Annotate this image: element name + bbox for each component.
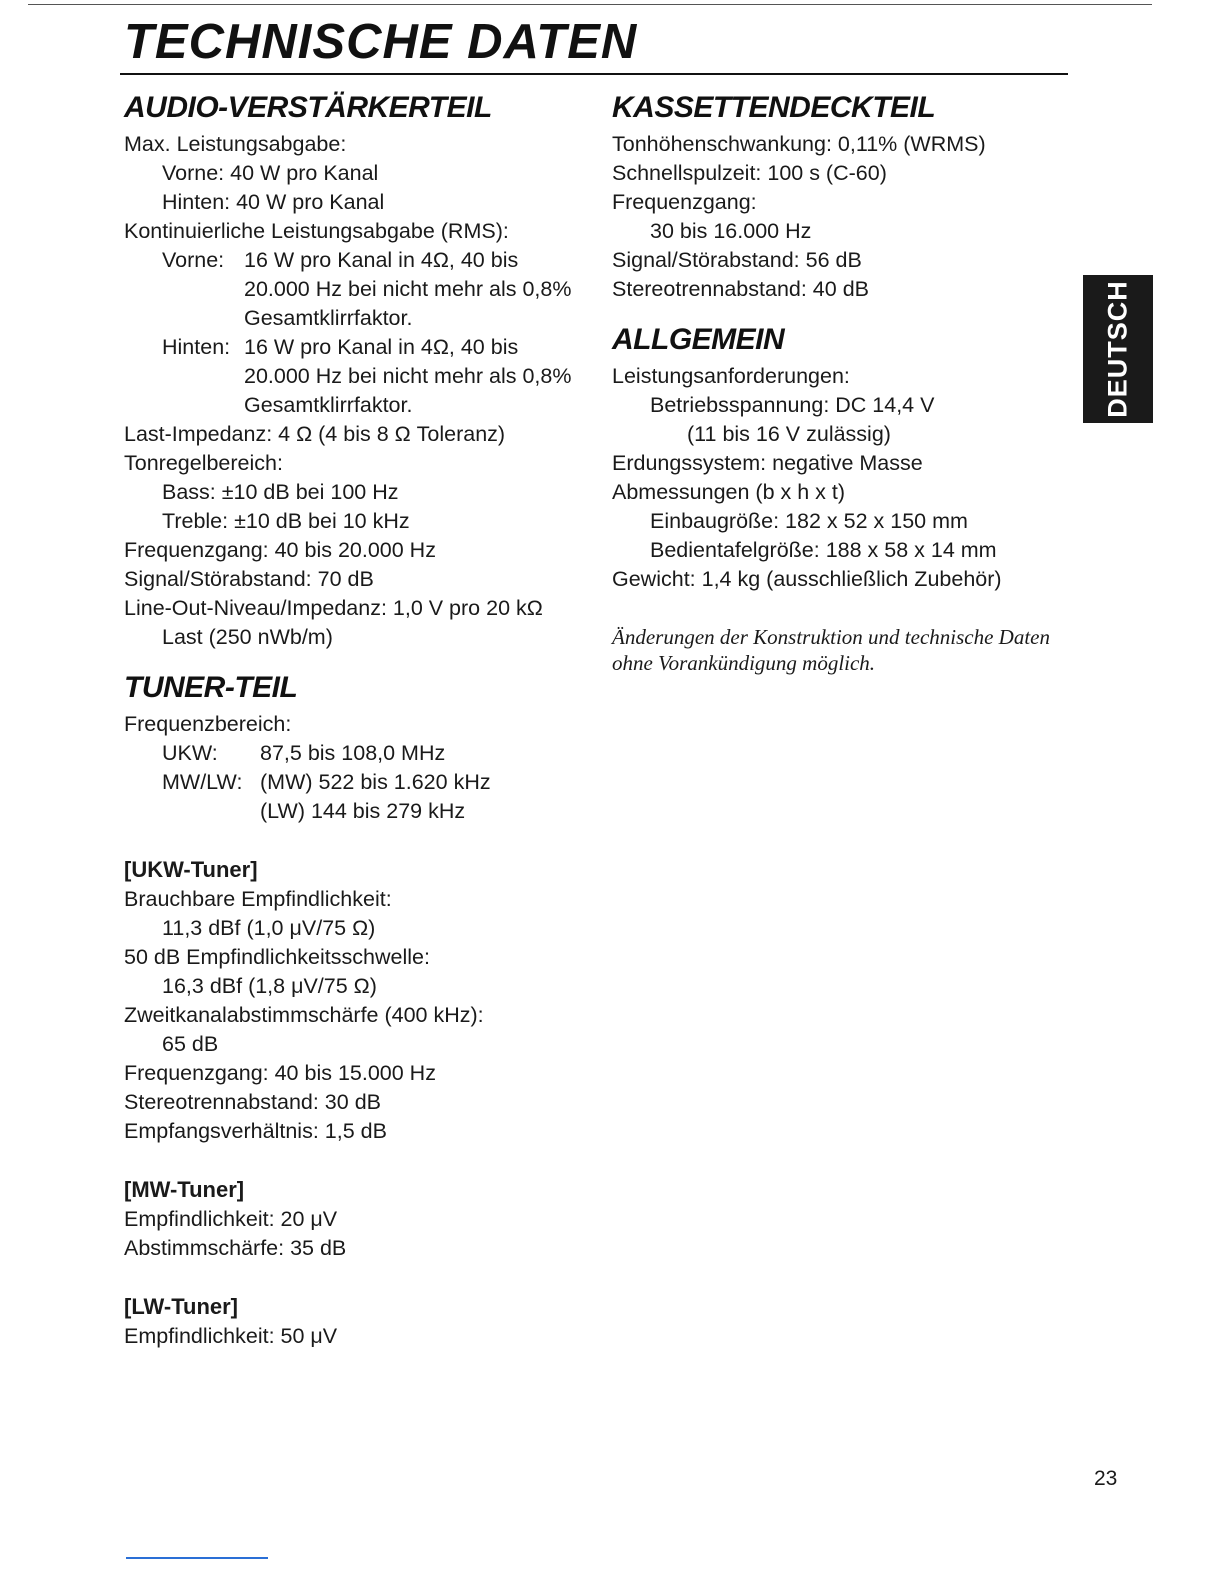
cassette-line: 30 bis 16.000 Hz: [650, 219, 812, 243]
page-number: 23: [1094, 1467, 1118, 1490]
ukw-key: UKW:: [162, 741, 218, 765]
continuous-rear-line1: 16 W pro Kanal in 4Ω, 40 bis: [244, 335, 519, 359]
cassette-heading: KASSETTENDECKTEIL: [612, 91, 936, 124]
line-out-level: Line-Out-Niveau/Impedanz: 1,0 V pro 20 kΩ: [124, 596, 543, 620]
mw-line: Abstimmschärfe: 35 dB: [124, 1236, 347, 1260]
max-output-rear: Hinten: 40 W pro Kanal: [162, 190, 385, 214]
language-tab: [1083, 275, 1153, 423]
mw-tuner-title: [MW-Tuner]: [124, 1177, 245, 1202]
ukw-line: Zweitkanalabstimmschärfe (400 kHz):: [124, 1003, 484, 1027]
general-line: Leistungsanforderungen:: [612, 364, 850, 388]
mwlw-range-row: [124, 768, 594, 797]
general-line: Betriebsspannung: DC 14,4 V: [650, 393, 935, 417]
mw-line: Empfindlichkeit: 20 μV: [124, 1207, 338, 1231]
tuner-heading: TUNER-TEIL: [124, 671, 298, 704]
continuous-output-label: Kontinuierliche Leistungsabgabe (RMS):: [124, 219, 509, 243]
ukw-line: 65 dB: [162, 1032, 219, 1056]
cassette-line: Signal/Störabstand: 56 dB: [612, 248, 862, 272]
general-section: [612, 318, 1082, 676]
lw-line: Empfindlichkeit: 50 μV: [124, 1324, 338, 1348]
lw-value: (LW) 144 bis 279 kHz: [260, 799, 466, 823]
ukw-line: Stereotrennabstand: 30 dB: [124, 1090, 381, 1114]
left-column: [124, 86, 594, 1351]
ukw-line: Frequenzgang: 40 bis 15.000 Hz: [124, 1061, 436, 1085]
continuous-rear-row: [124, 333, 594, 362]
continuous-rear-key: Hinten:: [162, 335, 231, 359]
ukw-line: Empfangsverhältnis: 1,5 dB: [124, 1119, 387, 1143]
ukw-line: 11,3 dBf (1,0 μV/75 Ω): [162, 916, 376, 940]
continuous-rear-line3: Gesamtklirrfaktor.: [244, 393, 413, 417]
ukw-range-row: [124, 739, 594, 768]
bass-range: Bass: ±10 dB bei 100 Hz: [162, 480, 399, 504]
cassette-line: Schnellspulzeit: 100 s (C-60): [612, 161, 887, 185]
audio-snr: Signal/Störabstand: 70 dB: [124, 567, 374, 591]
continuous-rear-line2: 20.000 Hz bei nicht mehr als 0,8%: [244, 364, 572, 388]
general-line: Bedientafelgröße: 188 x 58 x 14 mm: [650, 538, 997, 562]
continuous-front-line1: 16 W pro Kanal in 4Ω, 40 bis: [244, 248, 519, 272]
continuous-front-key: Vorne:: [162, 248, 225, 272]
top-border-line: [28, 4, 1152, 5]
mw-value: (MW) 522 bis 1.620 kHz: [260, 770, 491, 794]
max-output-front: Vorne: 40 W pro Kanal: [162, 161, 379, 185]
page-title: TECHNISCHE DATEN: [124, 15, 638, 69]
audio-section: [124, 86, 594, 652]
lw-tuner-title: [LW-Tuner]: [124, 1294, 239, 1319]
cassette-line: Frequenzgang:: [612, 190, 757, 214]
continuous-front-row: [124, 246, 594, 275]
continuous-front-line3: Gesamtklirrfaktor.: [244, 306, 413, 330]
tone-range-label: Tonregelbereich:: [124, 451, 283, 475]
continuous-front-line2: 20.000 Hz bei nicht mehr als 0,8%: [244, 277, 572, 301]
mwlw-key: MW/LW:: [162, 770, 243, 794]
frequency-range-label: Frequenzbereich:: [124, 712, 292, 736]
ukw-line: 50 dB Empfindlichkeitsschwelle:: [124, 945, 430, 969]
bottom-accent-line: [126, 1557, 268, 1559]
ukw-value: 87,5 bis 108,0 MHz: [260, 741, 446, 765]
tuner-section: [124, 666, 594, 1351]
general-line: Einbaugröße: 182 x 52 x 150 mm: [650, 509, 968, 533]
general-line: Gewicht: 1,4 kg (ausschließlich Zubehör): [612, 567, 1002, 591]
title-underline: [120, 73, 1068, 75]
cassette-line: Tonhöhenschwankung: 0,11% (WRMS): [612, 132, 986, 156]
ukw-line: Brauchbare Empfindlichkeit:: [124, 887, 392, 911]
language-tab-label: DEUTSCH: [1102, 280, 1133, 418]
max-output-label: Max. Leistungsabgabe:: [124, 132, 347, 156]
general-line: Abmessungen (b x h x t): [612, 480, 846, 504]
general-line: (11 bis 16 V zulässig): [687, 422, 891, 446]
right-column: [612, 86, 1082, 676]
ukw-tuner-title: [UKW-Tuner]: [124, 857, 258, 882]
general-heading: ALLGEMEIN: [612, 323, 785, 356]
audio-frequency-response: Frequenzgang: 40 bis 20.000 Hz: [124, 538, 436, 562]
cassette-line: Stereotrennabstand: 40 dB: [612, 277, 869, 301]
change-notice: Änderungen der Konstruktion und technische Daten ohne Vorankündigung möglich.: [612, 625, 1051, 675]
treble-range: Treble: ±10 dB bei 10 kHz: [162, 509, 410, 533]
line-out-load: Last (250 nWb/m): [162, 625, 333, 649]
ukw-line: 16,3 dBf (1,8 μV/75 Ω): [162, 974, 377, 998]
general-line: Erdungssystem: negative Masse: [612, 451, 923, 475]
audio-heading: AUDIO-VERSTÄRKERTEIL: [124, 91, 492, 124]
load-impedance: Last-Impedanz: 4 Ω (4 bis 8 Ω Toleranz): [124, 422, 506, 446]
cassette-section: [612, 86, 1082, 304]
